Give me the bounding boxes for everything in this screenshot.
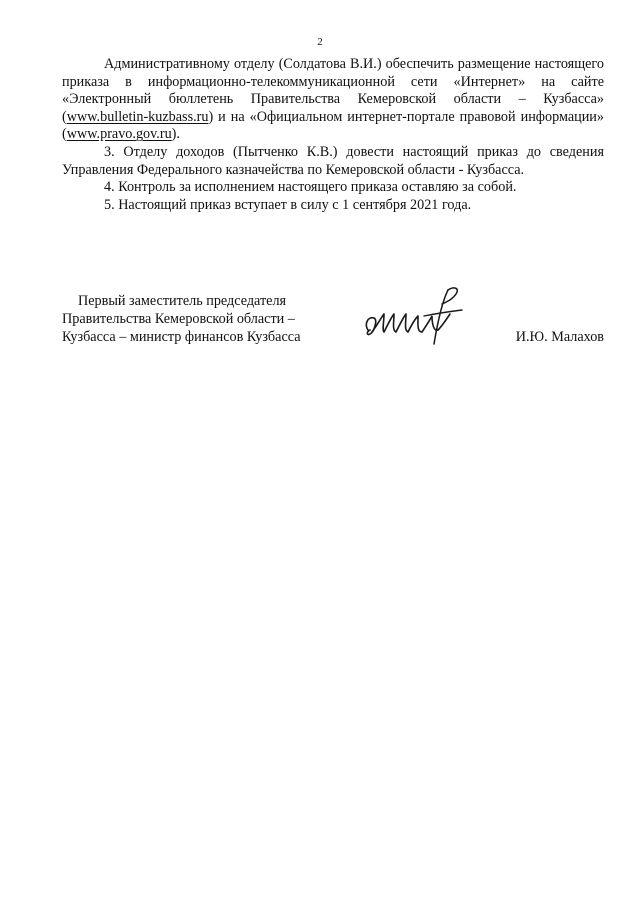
paragraph-item-3: 3. Отделу доходов (Пытченко К.В.) довести настоящий приказ до сведения Управления Федерального казначейства по Кемеровской области - Кузбасса. <box>62 143 604 178</box>
paragraph-item-5: 5. Настоящий приказ вступает в силу с 1 сентября 2021 года. <box>104 196 472 213</box>
signer-position-line-2: Правительства Кемеровской области – <box>62 311 295 327</box>
paragraph-publication-text-2: ) и на «Официальном интернет-портале правовой информации» ( <box>62 108 604 143</box>
signer-name: И.Ю. Малахов <box>515 329 604 345</box>
paragraph-publication-text-3: ). <box>171 126 180 143</box>
signer-position-line-3: Кузбасса – министр финансов Кузбасса <box>62 329 301 345</box>
document-body <box>62 56 604 214</box>
paragraph-item-4: 4. Контроль за исполнением настоящего приказа оставляю за собой. <box>104 179 517 196</box>
handwritten-signature <box>362 280 472 350</box>
signer-position-line-1: Первый заместитель председателя <box>78 293 287 309</box>
signature-block <box>62 292 604 362</box>
bulletin-site-link[interactable]: www.bulletin-kuzbass.ru <box>66 108 209 125</box>
page-number: 2 <box>317 36 323 48</box>
pravo-portal-link[interactable]: www.pravo.gov.ru <box>66 126 172 143</box>
signer-position <box>62 292 332 346</box>
paragraph-publication-order <box>62 56 604 144</box>
paragraph-publication-text-1: Административному отделу (Солдатова В.И.) обеспечить размещение настоящего приказа в информационно-телекоммуникационной сети «Интернет» на сайте «Электронный бюллетень Правительства Кемеровской области – Кузбасса» ( <box>62 56 604 125</box>
